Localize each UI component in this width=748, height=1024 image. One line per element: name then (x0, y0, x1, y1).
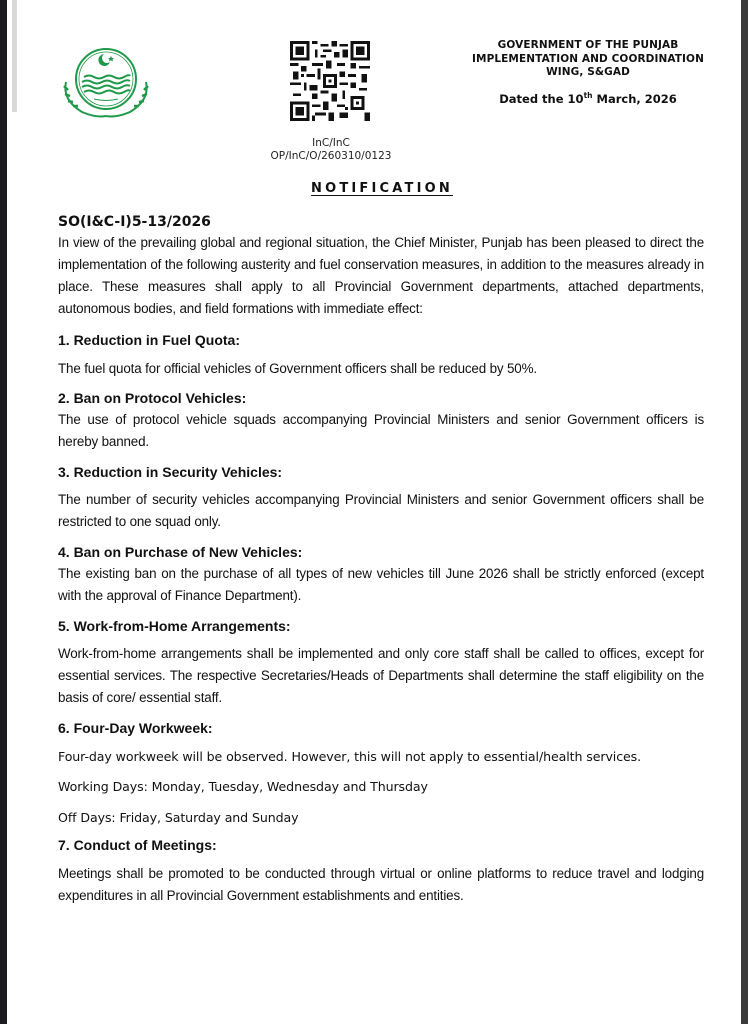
notification-body (58, 212, 704, 907)
qr-code (290, 41, 370, 121)
organization-line-2: IMPLEMENTATION AND COORDINATION (472, 52, 704, 65)
document-page (7, 0, 741, 1024)
reference-line-2: OP/InC/O/260310/0123 (270, 150, 392, 162)
notification-title (247, 181, 517, 196)
section-6-text: Four-day workweek will be observed. However, this will not apply to essential/health services. (58, 749, 642, 764)
organization-line-1: GOVERNMENT OF THE PUNJAB (497, 39, 679, 51)
dated-prefix: Dated the 10 (499, 91, 584, 106)
page-scroll-indicator[interactable] (12, 0, 17, 112)
section-3-heading: 3. Reduction in Security Vehicles: (58, 464, 283, 480)
section-4-heading: 4. Ban on Purchase of New Vehicles: (58, 544, 303, 560)
section-6-heading: 6. Four-Day Workweek: (58, 720, 213, 736)
section-2-heading: 2. Ban on Protocol Vehicles: (58, 390, 247, 406)
section-1-text: The fuel quota for official vehicles of Government officers shall be reduced by 50%. (58, 361, 537, 376)
intro-paragraph: In view of the prevailing global and regional situation, the Chief Minister, Punjab has been pleased to direct the implementation of the following austerity and fuel conservation measures, in addition to the measures already in place. These measures shall apply to all Provincial Government departments, attached departments, autonomous bodies, and field formations with immediate effect: (58, 235, 704, 316)
working-days-text: Working Days: Monday, Tuesday, Wednesday and Thursday (58, 779, 428, 794)
dated-line (453, 91, 723, 106)
section-2-text: The use of protocol vehicle squads accompanying Provincial Ministers and senior Government officers is hereby banned. (58, 412, 704, 449)
viewer-frame-left (0, 0, 7, 1024)
section-5-text: Work-from-home arrangements shall be implemented and only core staff shall be called to offices, except for essential services. The respective Secretaries/Heads of Departments shall determine the staff eligibility on the basis of core/ essential staff. (58, 646, 704, 705)
organization-header (453, 39, 723, 80)
section-1-heading: 1. Reduction in Fuel Quota: (58, 332, 240, 348)
reference-block (237, 137, 425, 163)
dated-ordinal: th (583, 91, 593, 100)
reference-line-1: InC/InC (312, 137, 350, 149)
section-4-text: The existing ban on the purchase of all types of new vehicles till June 2026 shall be strictly enforced (except with the approval of Finance Department). (58, 566, 704, 603)
section-3-text: The number of security vehicles accompanying Provincial Ministers and senior Government officers shall be restricted to one squad only. (58, 492, 704, 529)
dated-suffix: March, 2026 (592, 91, 677, 106)
section-7-heading: 7. Conduct of Meetings: (58, 837, 217, 853)
organization-line-3: WING, S&GAD (546, 66, 630, 78)
notification-title-text: NOTIFICATION (311, 181, 453, 196)
section-5-heading: 5. Work-from-Home Arrangements: (58, 618, 291, 634)
punjab-emblem-logo (58, 42, 154, 120)
off-days-text: Off Days: Friday, Saturday and Sunday (58, 810, 299, 825)
viewer-scrollbar-track[interactable] (741, 0, 748, 1024)
section-7-text: Meetings shall be promoted to be conducted through virtual or online platforms to reduce travel and lodging expenditures in all Provincial Government establishments and entities. (58, 866, 704, 903)
notification-ref-no: SO(I&C-I)5-13/2026 (58, 214, 211, 230)
